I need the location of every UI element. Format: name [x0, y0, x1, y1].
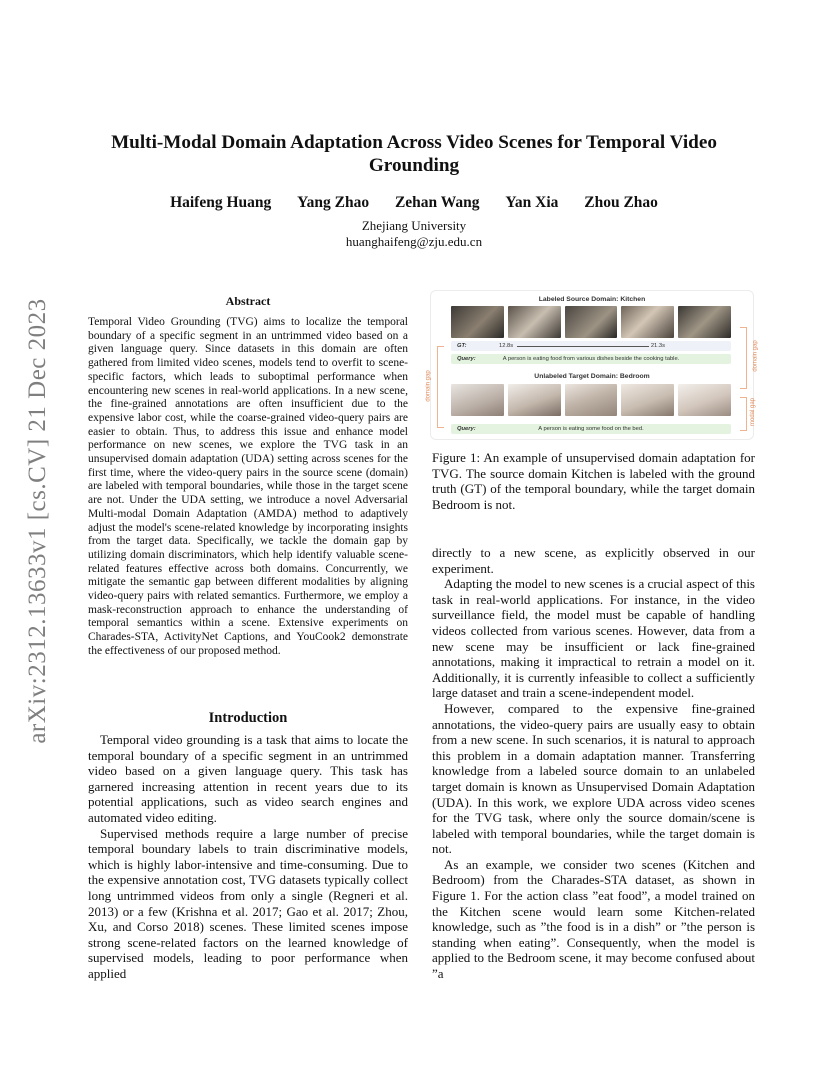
author: Haifeng Huang: [170, 194, 272, 211]
abstract-body: [88, 316, 408, 659]
target-frames: [451, 384, 731, 416]
figure-caption: [432, 450, 755, 512]
figure-1: [425, 290, 759, 440]
source-domain-label: Labeled Source Domain: Kitchen: [538, 296, 646, 303]
author: Zhou Zhao: [584, 194, 658, 211]
author-list: [90, 194, 738, 212]
domain-gap-bracket-right: [740, 327, 747, 389]
video-frame: [678, 306, 731, 338]
paragraph: Adapting the model to new scenes is a crucial aspect of this task in real-world applications. For instance, in the video surveillance field, the model must be capable of handling videos collected from various scenes. However, data from a new scene may be insufficient or lack fine-grained annotations, making it impractical to retrain a model on it. Additionally, it is currently infeasible to collect a sufficiently large dataset and train a scene-independent model.: [432, 576, 755, 701]
video-frame: [565, 384, 618, 416]
gt-span-line: [517, 346, 649, 347]
domain-gap-label-left: domain gap: [425, 370, 432, 402]
gt-start: 12.8s: [499, 342, 514, 349]
arxiv-identifier: [18, 283, 58, 758]
caption-label: Figure 1:: [432, 450, 481, 465]
abstract-heading: Abstract: [225, 294, 271, 308]
paragraph: However, compared to the expensive fine-grained annotations, the video-query pairs are usually easy to obtain from a new scene. In such scenarios, it is natural to approach this problem in a domain adaptation manner. Transferring knowledge from a labeled source domain to an unlabeled target domain is known as Unsupervised Domain Adaptation (UDA). In this work, we explore UDA across video scenes for the TVG task, where only the source domain/scene is labeled with temporal boundaries, while the target domain is not.: [432, 700, 755, 857]
gt-end: 21.3s: [650, 342, 665, 349]
author: Yang Zhao: [297, 194, 370, 211]
ground-truth-bar: [451, 341, 731, 351]
caption-text: An example of unsupervised domain adaptation for TVG. The source domain Kitchen is labeled with the ground truth (GT) of the temporal boundary, while the target domain Bedroom is not.: [432, 450, 755, 512]
author: Zehan Wang: [394, 194, 480, 211]
modal-gap-label: modal gap: [749, 397, 756, 427]
affiliation-block: [90, 218, 738, 250]
video-frame: [565, 306, 618, 338]
affiliation: Zhejiang University: [361, 218, 467, 233]
domain-gap-bracket-left: [437, 346, 444, 428]
paragraph: As an example, we consider two scenes (Kitchen and Bedroom) from the Charades-STA dataset, as shown in Figure 1. For the action class ”eat food”, a model trained on the Kitchen scene would learn some Kitchen-related knowledge, such as ”the food is in a dish” or ”the person is standing when eating”. Consequently, when the model is applied to the Bedroom scene, it may become confused about ”a: [432, 856, 755, 982]
video-frame: [508, 306, 561, 338]
modal-gap-bracket: [740, 397, 747, 431]
domain-gap-label-right: domain gap: [752, 340, 759, 372]
target-query: A person is eating some food on the bed.: [538, 425, 644, 432]
abstract-text: Temporal Video Grounding (TVG) aims to localize the temporal boundary of a specific segment in an untrimmed video based on a given language query. Since datasets in this domain are often gathered from limited video scenes, models tend to overfit to scene-specific factors, which leads to suboptimal performance when encountering new scenes in real-world applications. In a new scene, the fine-grained annotations are often insufficient due to the expensive labor cost, while the coarse-grained video-query pairs are easier to obtain. Thus, to address this issue and enhance model performance on new scenes, we explore the TVG task in an unsupervised domain adaptation (UDA) setting across scenes for the first time, where the video-query pairs in the source scene (domain) are labeled with temporal boundaries, while those in the target scene are not. Under the UDA setting, we introduce a novel Adversarial Multi-modal Domain Adaptation (AMDA) method to adaptively adjust the model's scene-related knowledge by incorporating insights from the target data. Specifically, we tackle the domain gap by utilizing domain discriminators, which help identify valuable scene-related features effective across both domains. Concurrently, we mitigate the semantic gap between different modalities by aligning video-query pairs with related semantics. Furthermore, we employ a mask-reconstruction approach to enhance the understanding of temporal semantics within a scene. Extensive experiments on Charades-STA, ActivityNet Captions, and YouCook2 demonstrate the effectiveness of our proposed method.: [88, 316, 408, 657]
author: Yan Xia: [505, 194, 559, 211]
source-query-bar: [451, 354, 731, 364]
video-frame: [678, 384, 731, 416]
email: huanghaifeng@zju.edu.cn: [345, 234, 483, 249]
video-frame: [508, 384, 561, 416]
video-frame: [451, 384, 504, 416]
video-frame: [451, 306, 504, 338]
introduction-heading: Introduction: [208, 710, 288, 726]
paragraph: directly to a new scene, as explicitly observed in our experiment.: [432, 545, 755, 576]
paper-title: Multi-Modal Domain Adaptation Across Video Scenes for Temporal Video Grounding: [111, 132, 717, 176]
gt-key: GT:: [457, 342, 467, 349]
source-frames: [451, 306, 731, 338]
paragraph: Temporal video grounding is a task that aims to locate the temporal boundary of a specific segment in an untrimmed video based on a given language query. This task has garnered increasing attention in recent years due to its potential applications, such as video search engines and automated video editing.: [88, 732, 408, 825]
target-domain-label: Unlabeled Target Domain: Bedroom: [534, 373, 650, 380]
right-column-body: [432, 545, 755, 982]
source-query: A person is eating food from various dishes beside the cooking table.: [502, 355, 680, 362]
target-query-bar: [451, 424, 731, 434]
introduction-body: [88, 732, 408, 982]
query-key: Query:: [457, 425, 476, 432]
query-key: Query:: [457, 355, 476, 362]
paragraph: Supervised methods require a large number of precise temporal boundary labels to train discriminative models, which is highly labor-intensive and time-consuming. Due to the expensive annotation cost, TVG datasets typically collect long untrimmed videos from only a single (Regneri et al. 2013) or a few (Krishna et al. 2017; Gao et al. 2017; Zhou, Xu, and Corso 2018) scenes. These limited scenes impose strong scene-related factors on the learned knowledge of supervised models, leading to poor performance when applied: [88, 825, 408, 981]
arxiv-identifier-text: arXiv:2312.13633v1 [cs.CV] 21 Dec 2023: [24, 297, 51, 744]
video-frame: [621, 306, 674, 338]
video-frame: [621, 384, 674, 416]
